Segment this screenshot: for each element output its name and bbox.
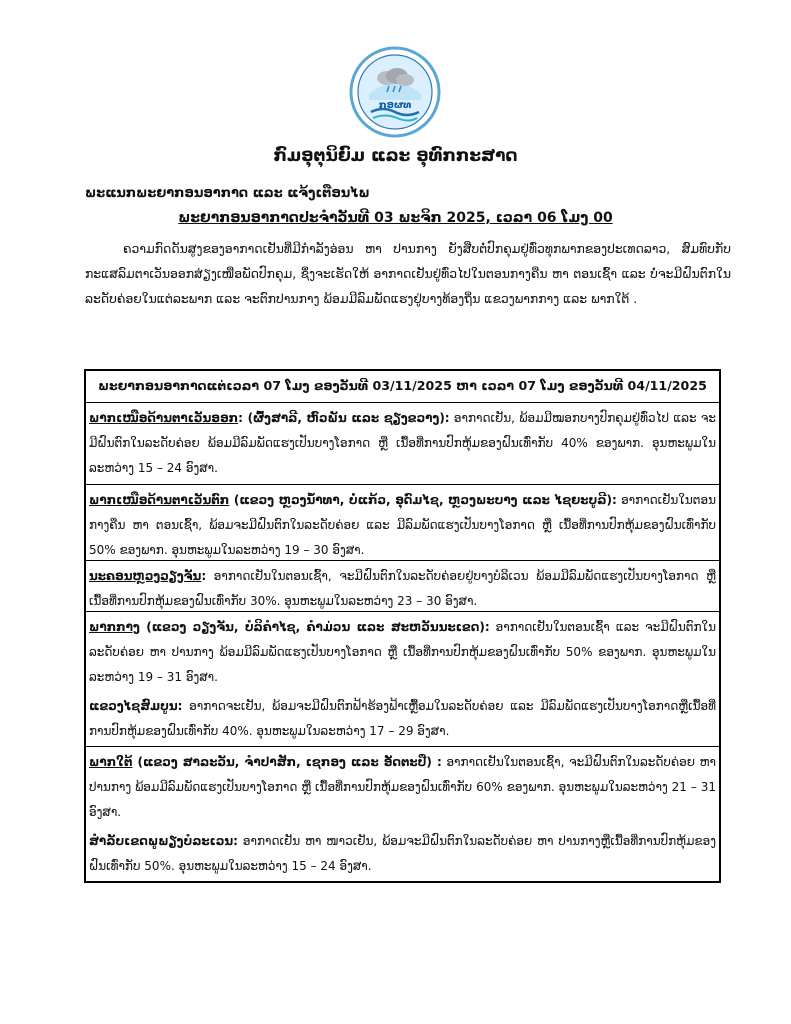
subregion-forecast: ອາກາດເຢັນ ຫາ ໜາວເຢັນ, ພ້ອມຈະມີຝົນຕົກໃນລະດັບຄ່ອຍ ຫາ ປານກາງຫຼືເນື້ອທີ່ການປົກຫຸ້ມຂອງຝົນເທົ່າກັບ 50%. ອຸນຫະພູມໃນລະຫວ່າງ 15 – 24 ອົງສາ. (89, 834, 716, 873)
region-forecast: ອາກາດເຢັນໃນຕອນເຊົ້າ, ຈະມີຝົນຕົກໃນລະດັບຄ່ອຍຢູ່ບາງບໍລິເວນ ພ້ອມມີລົມພັດແຮງເປັນບາງໂອກາດ ຫຼື ເນື້ອທີ່ການປົກຫຸ້ມຂອງຝົນເທົ່າກັບ 30%. ອຸນຫະພູມໃນລະຫວ່າງ 23 – 30 ອົງສາ. (89, 569, 716, 608)
ministry-title: ກົມອຸຕຸນິຍົມ ແລະ ອຸທົກກະສາດ (273, 146, 518, 166)
region-row-central (86, 612, 719, 747)
subregion-forecast: ອາກາດຈະເຢັນ, ພ້ອມຈະມີຝົນຕົກຟ້າຮ້ອງຟ້າເຫຼື້ອມໃນລະດັບຄ່ອຍ ແລະ ມີລົມພັດແຮງເປັນບາງໂອກາດຫຼືເນື້ອທີ່ການປົກຫຸ້ມຂອງຝົນເທົ່າກັບ 40%. ອຸນຫະພູມໃນລະຫວ່າງ 17 – 29 ອົງສາ. (89, 699, 716, 738)
region-row-northeast (86, 403, 719, 485)
region-forecast: ອາກາດເຢັນ, ພ້ອມມີໝອກບາງປົກຄຸມຢູ່ທົ່ວໄປ ແລະ ຈະມີຝົນຕົກໃນລະດັບຄ່ອຍ ພ້ອມມີລົມພັດແຮງເປັນບາງໂອກາດ ຫຼື ເນື້ອທີ່ການປົກຫຸ້ມຂອງຝົນເທົ່າກັບ 40% ຂອງພາກ. ອຸນຫະພູມໃນລະຫວ່າງ 15 – 24 ອົງສາ. (89, 411, 717, 475)
region-provinces: : (ຜົ້ງສາລີ, ຫົວພັນ ແລະ ຊຽງຂວາງ): (238, 411, 450, 425)
table-header: ພະຍາກອນອາກາດແຕ່ເວລາ 07 ໂມງ ຂອງວັນທີ 03/11/2025 ຫາ ເວລາ 07 ໂມງ ຂອງວັນທີ 04/11/2025 (86, 371, 719, 403)
logo-emblem-icon (349, 46, 441, 138)
department-logo (349, 46, 441, 138)
subregion-name: ແຂວງໄຊສົມບູນ: (89, 699, 183, 713)
subregion-name: ສຳລັບເຂດພູພຽງບໍລະເວນ: (89, 834, 238, 848)
region-name: ພາກໃຕ້ (89, 755, 133, 769)
region-name: ພາກເໜືອດ້ານຕາເວັນອອກ (89, 411, 239, 425)
region-name: ນະຄອນຫຼວງວຽງຈັນ (89, 569, 202, 583)
subregion-xaisomboun (89, 694, 716, 744)
region-provinces: (ແຂວງ ຫຼວງນ້ຳທາ, ບໍ່ແກ້ວ, ອຸດົມໄຊ, ຫຼວງພະບາງ ແລະ ໄຊຍະບູລີ): (229, 493, 617, 507)
region-provinces: (ແຂວງ ສາລະວັນ, ຈຳປາສັກ, ເຊກອງ ແລະ ອັດຕະປື) : (132, 755, 442, 769)
region-provinces: (ແຂວງ ວຽງຈັນ, ບໍລິຄຳໄຊ, ຄຳມ່ວນ ແລະ ສະຫວັນນະເຂດ): (139, 620, 490, 634)
forecast-title: ພະຍາກອນອາກາດປະຈຳວັນທີ 03 ພະຈິກ 2025, ເວລາ 06 ໂມງ 00 (178, 210, 613, 226)
region-forecast: ອາກາດເຢັນໃນຕອນເຊົ້າ, ຈະມີຝົນຕົກໃນລະດັບຄ່ອຍ ຫາ ປານກາງ ພ້ອມມີລົມພັດແຮງເປັນບາງໂອກາດ ຫຼື ເນື້ອທີ່ການປົກຫຸ້ມຂອງຝົນເທົ່າກັບ 60% ຂອງພາກ. ອຸນຫະພູມໃນລະຫວ່າງ 21 – 31 ອົງສາ. (89, 755, 716, 819)
region-row-south (86, 747, 719, 881)
region-main (89, 615, 716, 690)
intro-paragraph (85, 236, 731, 311)
region-provinces: : (201, 569, 207, 583)
region-name: ພາກກາງ (89, 620, 140, 634)
intro-text: ຄວາມກົດດັນສູງຂອງອາກາດເຢັນທີ່ມີກຳລັງອ່ອນ ຫາ ປານກາງ ຍັງສືບຕໍ່ປົກຄຸມຢູ່ທົ່ວທຸກພາກຂອງປະເທດລາວ, ສົມທົບກັບກະແສລົມຕາເວັນອອກສ່ຽງເໜືອພັດປົກຄຸມ, ຊຶ່ງຈະເຮັດໃຫ້ ອາກາດເຢັນຢູ່ທົ່ວໄປໃນຕອນກາງຄືນ ຫາ ຕອນເຊົ້າ ແລະ ບໍ່ຈະມີຝົນຕົກໃນລະດັບຄ່ອຍໃນແຕ່ລະພາກ ແລະ ຈະຕົກປານກາງ ພ້ອມມີລົມພັດແຮງຢູ່ບາງທ້ອງຖິ່ນ ແຂວງພາກກາງ ແລະ ພາກໃຕ້ . (85, 241, 731, 306)
region-forecast: ອາກາດເຢັນໃນຕອນກາງຄືນ ຫາ ຕອນເຊົ້າ, ພ້ອມຈະມີຝົນຕົກໃນລະດັບຄ່ອຍ ແລະ ມີລົມພັດແຮງເປັນບາງໂອກາດ ຫຼື ເນື້ອທີ່ການປົກຫຸ້ມຂອງຝົນເທົ່າກັບ 50% ຂອງພາກ. ອຸນຫະພູມໃນລະຫວ່າງ 19 – 30 ອົງສາ. (89, 493, 716, 557)
logo-text: ກອຜທ (378, 100, 412, 111)
department-name: ພະແນກພະຍາກອນອາກາດ ແລະ ແຈ້ງເຕືອນໄພ (85, 186, 370, 201)
region-row-northwest (86, 485, 719, 561)
region-main (89, 750, 716, 825)
forecast-table (84, 369, 721, 883)
region-name: ພາກເໜືອດ້ານຕາເວັນຕົກ (89, 493, 230, 507)
region-forecast: ອາກາດເຢັນໃນຕອນເຊົ້າ ແລະ ຈະມີຝົນຕົກໃນລະດັບຄ່ອຍ ຫາ ປານກາງ ພ້ອມມີລົມພັດແຮງເປັນບາງໂອກາດ ຫຼື ເນື້ອທີ່ການປົກຫຸ້ມຂອງຝົນເທົ່າກັບ 50% ຂອງພາກ. ອຸນຫະພູມໃນລະຫວ່າງ 19 – 31 ອົງສາ. (89, 620, 716, 684)
subregion-bolaven-plateau (89, 829, 716, 879)
region-row-vientiane-capital (86, 561, 719, 612)
